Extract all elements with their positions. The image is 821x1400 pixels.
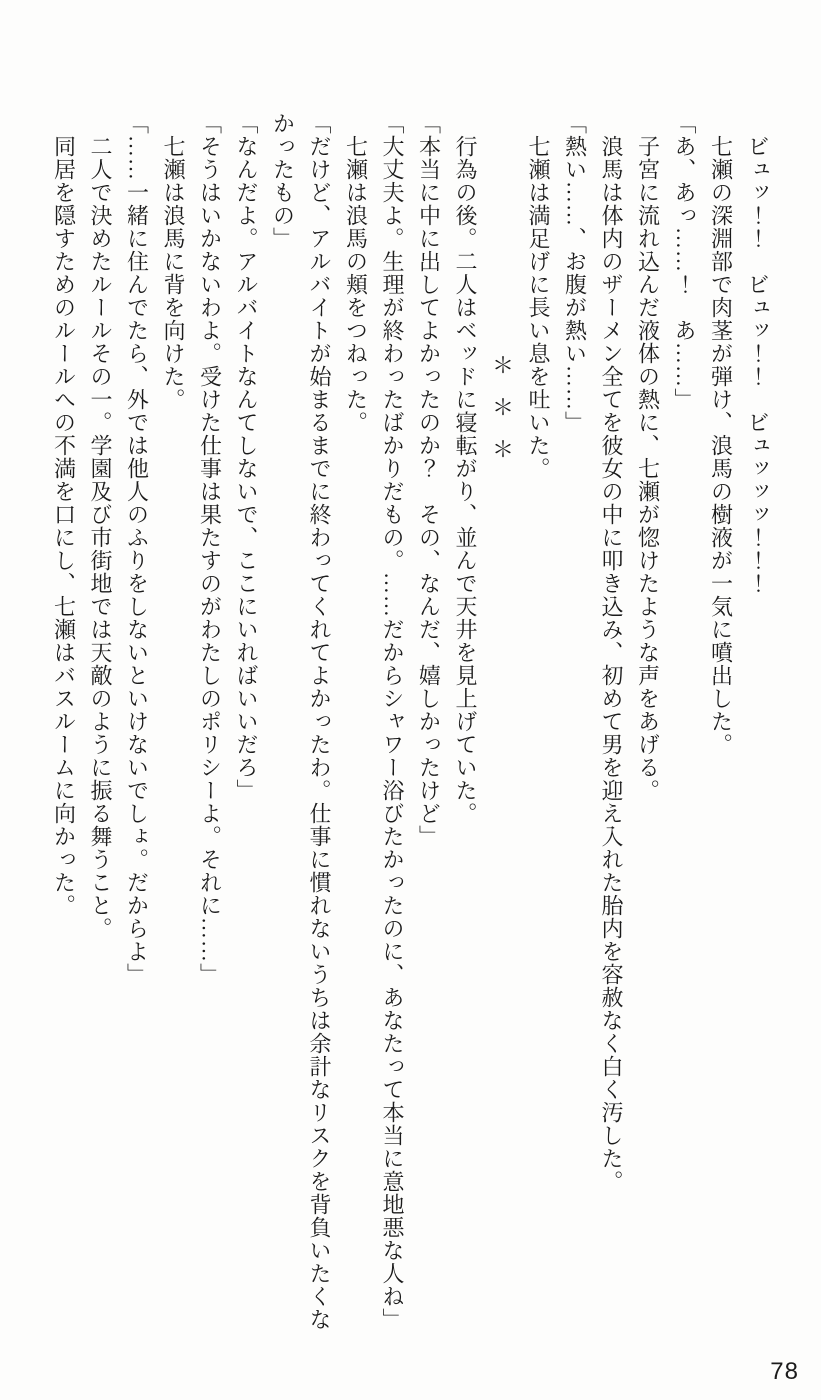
text-line: 「……一緒に住んでたら、外では他人のふりをしないといけないでしょ。だからよ」: [124, 112, 150, 986]
text-line: ビュッ！！ ビュッ！！ ビュッッッ！！！: [745, 112, 770, 595]
section-separator: ＊＊＊: [489, 354, 515, 480]
page-number: 78: [770, 1358, 799, 1385]
text-line: 七瀬は浪馬の頬をつねった。: [343, 112, 369, 434]
text-line: 「大丈夫よ。生理が終わったばかりだもの。……だからシャワー浴びたかったのに、あなたって本当に意地悪な人ね」: [380, 112, 405, 1331]
text-line: かったもの」: [270, 112, 296, 250]
text-line: 同居を隠すためのルールへの不満を口にし、七瀬はバスルームに向かった。: [51, 112, 77, 917]
text-line: 子宮に流れ込んだ液体の熱に、七瀬が惚けたような声をあげる。: [635, 112, 661, 802]
text-line: 七瀬の深淵部で肉茎が弾け、浪馬の樹液が一気に噴出した。: [708, 112, 734, 756]
text-line: 「本当に中に出してよかったのか？ その、なんだ、嬉しかったけど」: [416, 112, 442, 848]
text-block: [45, 112, 775, 1331]
text-line: 「そうはいかないわよ。受けた仕事は果たすのがわたしのポリシーよ。それに……」: [197, 112, 223, 986]
text-line: 「だけど、アルバイトが始まるまでに終わってくれてよかったわ。仕事に慣れないうちは余計なリスクを背負いたくな: [307, 112, 332, 1331]
text-line: 「熱い……、お腹が熱い……」: [562, 112, 588, 434]
text-line: 七瀬は浪馬に背を向けた。: [161, 112, 186, 411]
text-line: 「なんだよ。アルバイトなんてしないで、ここにいればいいだろ」: [234, 112, 259, 802]
text-line: 「あ、あっ……！ あ……」: [672, 112, 697, 411]
text-line: 二人で決めたルールその一。学園及び市街地では天敵のように振る舞うこと。: [88, 112, 113, 940]
text-line: 行為の後。二人はベッドに寝転がり、並んで天井を見上げていた。: [453, 112, 478, 825]
text-line: 浪馬は体内のザーメン全てを彼女の中に叩き込み、初めて男を迎え入れた胎内を容赦なく白く汚した。: [599, 112, 624, 1193]
text-line: 七瀬は満足げに長い息を吐いた。: [526, 112, 551, 480]
